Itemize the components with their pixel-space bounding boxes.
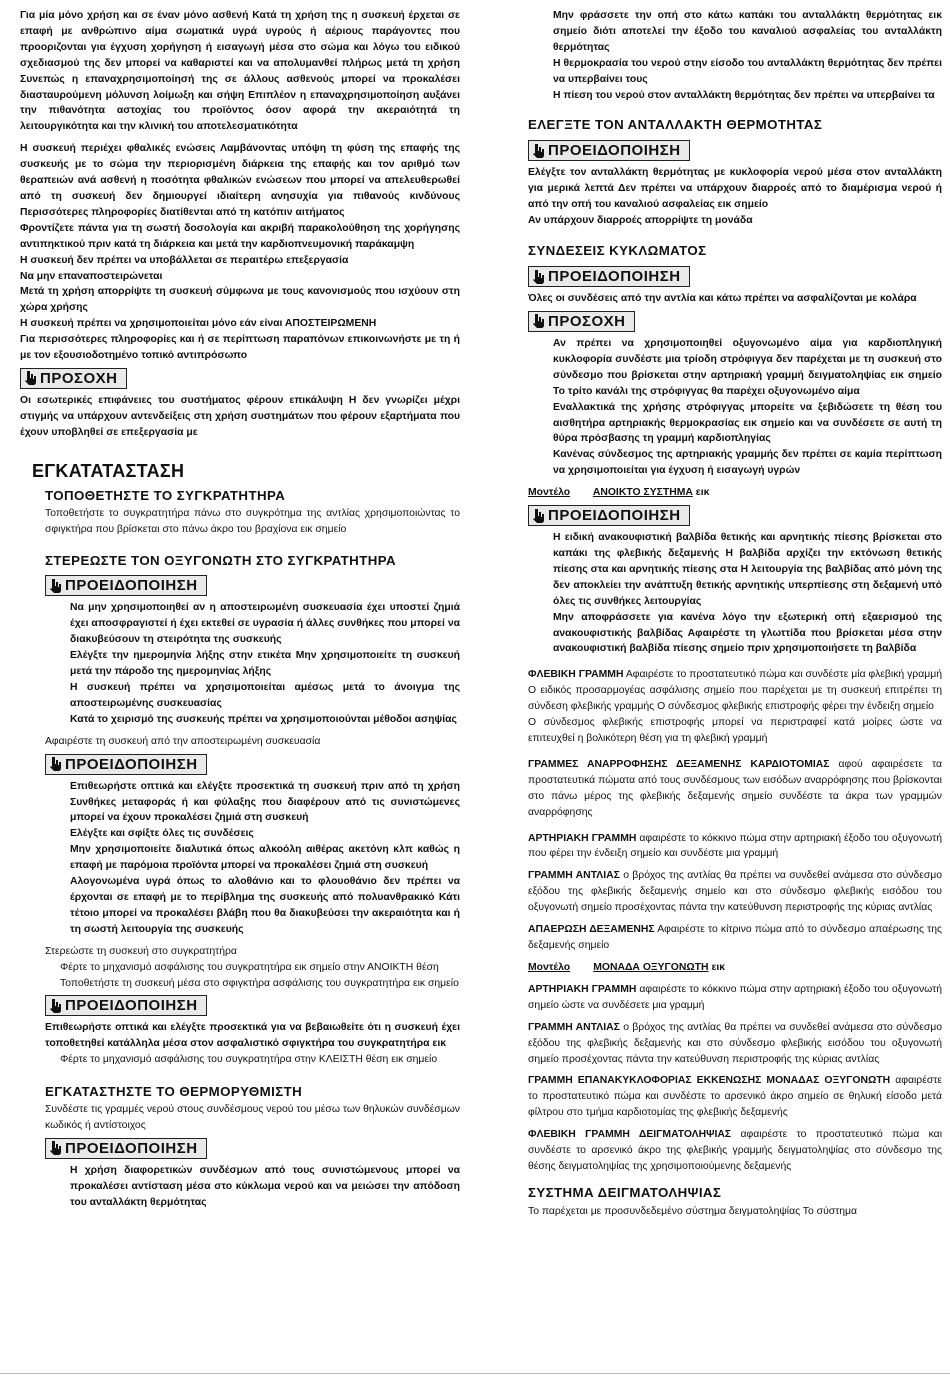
right-column bbox=[528, 8, 942, 1220]
connections-warning: Όλες οι συνδέσεις από την αντλία και κάτω πρέπει να ασφαλίζονται με κολάρα bbox=[528, 293, 917, 305]
warning-badge bbox=[45, 995, 207, 1016]
section-text-thermoregulator: Συνδέστε τις γραμμές νερού στους συνδέσμους νερού του μέσω των θηλυκών συνδέσμων κωδικός ή αντίστοιχος bbox=[45, 1104, 460, 1132]
line-instruction: ΑΡΤΗΡΙΑΚΗ ΓΡΑΜΜΗ αφαιρέστε το κόκκινο πώμα στην αρτηριακή έξοδο του οξυγονωτή που φέρει την ένδειξη σημείο και συνδέστε μια γραμμή bbox=[528, 832, 942, 860]
hand-pointer-icon bbox=[49, 757, 61, 771]
model-suffix: εικ bbox=[695, 487, 710, 499]
line-instruction: ΓΡΑΜΜΕΣ ΑΝΑΡΡΟΦΗΣΗΣ ΔΕΞΑΜΕΝΗΣ ΚΑΡΔΙΟΤΟΜΙΑΣ αφού αφαιρέσετε τα προστατευτικά πώματα από τους συνδέσμους των εισόδων αναρρόφησης που βρίσκονται στο πάνω μέρος της φλεβικής δεξαμενής σημείο συνδέστε τα άκρα των γραμμών αναρρόφησης bbox=[528, 758, 942, 818]
warning-badge bbox=[45, 575, 207, 596]
intro-paragraph: Η συσκευή δεν πρέπει να υποβάλλεται σε περαιτέρω επεξεργασία bbox=[20, 254, 349, 266]
caution-item: Εναλλακτικά της χρήσης στρόφιγγας μπορείτε να ξεβιδώσετε τη θέση του αισθητήρα αρτηριακής θερμοκρασίας εικ σημείο και να συνδέσετε σε αυτή τη θύρα πρόσβασης τη γραμμή καρδιοπληγίας bbox=[553, 401, 942, 445]
intro-paragraph: Να μην επαναποστειρώνεται bbox=[20, 270, 163, 282]
caution-item: Αν πρέπει να χρησιμοποιηθεί οξυγονωμένο αίμα για καρδιοπληγική κυκλοφορία συνδέστε μια τρίοδη στρόφιγγα δεν παρέχεται με τη συσκευή στο σύνδεσμο που βρίσκεται στην αρτηριακή γραμμή δειγματοληψίας εικ σημείο Το τρίτο κανάλι της στρόφιγγας θα παρέχει οξυγονωμένο αίμα bbox=[553, 337, 942, 397]
section-title-connections: ΣΥΝΔΕΣΕΙΣ ΚΥΚΛΩΜΑΤΟΣ bbox=[528, 243, 707, 259]
sampling-text: Το παρέχεται με προσυνδεδεμένο σύστημα δειγματοληψίας Το σύστημα bbox=[528, 1205, 858, 1217]
intro-paragraph: Για περισσότερες πληροφορίες και ή σε περίπτωση παραπόνων επικοινωνήστε με τη ή με τον εξουσιοδοτημένο τοπικό αντιπρόσωπο bbox=[20, 334, 460, 362]
warning-label: ΠΡΟΕΙΔΟΠΟΙΗΣΗ bbox=[65, 755, 198, 773]
warning-item: Επιθεωρήστε οπτικά και ελέγξτε προσεκτικά τη συσκευή πριν από τη χρήση Συνθήκες μεταφοράς ή και φύλαξης που διαφέρουν από τις συνιστώμενες μπορεί να έχουν προκαλέσει ζημιά στη συσκευή bbox=[70, 780, 460, 824]
caution-label: ΠΡΟΣΟΧΗ bbox=[40, 369, 118, 387]
section-title-check: ΕΛΕΓΞΤΕ ΤΟΝ ΑΝΤΑΛΛΑΚΤΗ ΘΕΡΜΟΤΗΤΑΣ bbox=[528, 117, 823, 133]
intro-paragraph: Η συσκευή πρέπει να χρησιμοποιείται μόνο εάν είναι ΑΠΟΣΤΕΙΡΩΜΕΝΗ bbox=[20, 318, 377, 330]
intro-paragraph: Μετά τη χρήση απορρίψτε τη συσκευή σύμφωνα με τους κανονισμούς που ισχύουν στη χώρα χρήσης bbox=[20, 286, 460, 314]
section-title-oxygenator: ΣΤΕΡΕΩΣΤΕ ΤΟΝ ΟΞΥΓΟΝΩΤΗ ΣΤΟ ΣΥΓΚΡΑΤΗΤΗΡΑ bbox=[45, 553, 396, 569]
warning-label: ΠΡΟΕΙΔΟΠΟΙΗΣΗ bbox=[548, 268, 681, 286]
caution-badge bbox=[20, 368, 127, 389]
model-suffix: εικ bbox=[711, 961, 726, 973]
warning-badge bbox=[45, 754, 207, 775]
secure-item: Φέρτε το μηχανισμό ασφάλισης του συγκρατητήρα εικ σημείο στην ΑΝΟΙΚΤΗ θέση bbox=[60, 961, 439, 973]
line-instruction: ΑΠΑΕΡΩΣΗ ΔΕΞΑΜΕΝΗΣ Αφαιρέστε το κίτρινο πώμα από το σύνδεσμο απαέρωσης της δεξαμενής σημείο bbox=[528, 924, 942, 951]
warning-item: Η ειδική ανακουφιστική βαλβίδα θετικής και αρνητικής πίεσης βρίσκεται στο καπάκι της φλεβικής δεξαμενής Η βαλβίδα αρχίζει την εκτόνωση θετικής πίεσης στα και αρνητικής πίεσης στα Η λειτουργία της βαλβίδας από μόνη της δεν αποκλείει την ανάπτυξη θετικής αρνητικής υπερπίεσης στη δεξαμενή υπό όλες τις συνθήκες λειτουργίας bbox=[553, 532, 942, 607]
remove-text: Αφαιρέστε τη συσκευή από την αποστειρωμένη συσκευασία bbox=[45, 735, 321, 747]
check-text: Ελέγξτε τον ανταλλάκτη θερμότητας με κυκλοφορία νερού μέσα στον ανταλλάκτη για μερικά λεπτά Δεν πρέπει να υπάρχουν διαρροές από το διαμέρισμα νερού ή από την οπή του καναλιού ασφαλείας εικ σημείο bbox=[528, 167, 942, 211]
warning-badge bbox=[528, 140, 690, 161]
section-text-holder: Τοποθετήστε το συγκρατητήρα πάνω στο συγκρότημα της αντλίας χρησιμοποιώντας το σφιγκτήρα που βρίσκεται στο πάνω άκρο του βραχίονα εικ σημείο bbox=[45, 507, 460, 535]
model-heading-oxygenator-unit bbox=[528, 960, 942, 976]
hand-pointer-icon bbox=[49, 1141, 61, 1155]
intro-paragraph: Η συσκευή περιέχει φθαλικές ενώσεις Λαμβάνοντας υπόψη τη φύση της επαφής της συσκευής με το σώμα την περιορισμένη διάρκεια της επαφής και τον αριθμό των θεραπειών ανά ασθενή η ποσότητα φθαλικών ενώσεων που μπορεί να απελευθερωθεί από τη συσκευή δεν δημιουργεί ιδιαίτερη ανησυχία για πιθανούς κινδύνους Περισσότερες πληροφορίες διατίθενται από τη κατόπιν αιτήματος bbox=[20, 143, 460, 218]
thermo-item: Η θερμοκρασία του νερού στην είσοδο του ανταλλάκτη θερμότητας δεν πρέπει να υπερβαίνει τους bbox=[553, 57, 942, 85]
line-instruction: ΓΡΑΜΜΗ ΕΠΑΝΑΚΥΚΛΟΦΟΡΙΑΣ ΕΚΚΕΝΩΣΗΣ ΜΟΝΑΔΑΣ ΟΞΥΓΟΝΩΤΗ αφαιρέστε το προστατευτικό πώμα και συνδέστε το αρσενικό άκρο σημείο σε θηλυκή είσοδο μετά φίλτρου στο τμήμα καρδιοτομίας της φλεβικής δεξαμενής bbox=[528, 1075, 942, 1119]
warning-item: Μην χρησιμοποιείτε διαλυτικά όπως αλκοόλη αιθέρας ακετόνη κλπ καθώς η επαφή με παρόμοια προϊόντα μπορεί να προκαλέσει ζημιά στη συσκευή bbox=[70, 844, 460, 872]
hand-pointer-icon bbox=[532, 144, 544, 158]
hand-pointer-icon bbox=[49, 999, 61, 1013]
warning-item: Κατά το χειρισμό της συσκευής πρέπει να χρησιμοποιούνται μέθοδοι ασηψίας bbox=[70, 713, 457, 725]
hand-pointer-icon bbox=[532, 314, 544, 328]
caution-text: Οι εσωτερικές επιφάνειες του συστήματος φέρουν επικάλυψη Η δεν γνωρίζει μέχρι στιγμής να υπάρχουν αντενδείξεις στη χρήση συστημάτων που φέρουν εξαρτήματα που έχουν υποβληθεί σε επεξεργασία με bbox=[20, 394, 460, 438]
secure-item: Τοποθετήστε τη συσκευή μέσα στο σφιγκτήρα ασφάλισης του συγκρατητήρα εικ σημείο bbox=[60, 977, 459, 989]
intro-paragraph: Φροντίζετε πάντα για τη σωστή δοσολογία και ακριβή παρακολούθηση της χορήγησης αντιπηκτικού πριν κατά τη διάρκεια και μετά την καρδιοπνευμονική παράκαμψη bbox=[20, 222, 460, 250]
warning-item: Αλογονωμένα υγρά όπως το αλοθάνιο και το φλουοθάνιο δεν πρέπει να έρχονται σε επαφή με το περίβλημα της συσκευής από πολυανθρακικό Κάτι τέτοιο μπορεί να προκαλέσει βλάβη που θα διακυβεύσει την ακεραιότητα και ή τη σωστή λειτουργία της συσκευής bbox=[70, 876, 460, 935]
installation-title: ΕΓΚΑΤΑΤΑΣΤΑΣΗ bbox=[32, 460, 185, 481]
warning-badge bbox=[528, 505, 690, 526]
hand-pointer-icon bbox=[24, 371, 36, 385]
warning-item: Να μην χρησιμοποιηθεί αν η αποστειρωμένη συσκευασία έχει υποστεί ζημιά έχει αποσφραγιστεί ή έχει εκτεθεί σε υγρασία ή άλλες συνθήκες που μπορεί να διακυβεύσουν τη στειρότητα της συσκευής bbox=[70, 602, 460, 646]
hand-pointer-icon bbox=[49, 579, 61, 593]
close-text: Φέρτε το μηχανισμό ασφάλισης του συγκρατητήρα στην ΚΛΕΙΣΤΗ θέση εικ σημείο bbox=[60, 1054, 438, 1066]
model-prefix: Μοντέλο bbox=[528, 961, 571, 973]
warning-text: Επιθεωρήστε οπτικά και ελέγξτε προσεκτικά για να βεβαιωθείτε ότι η συσκευή έχει τοποθετηθεί κατάλληλα μέσα στον ασφαλιστικό σφιγκτήρα του συγκρατητήρα εικ bbox=[45, 1022, 460, 1050]
line-instruction: ΦΛΕΒΙΚΗ ΓΡΑΜΜΗ ΔΕΙΓΜΑΤΟΛΗΨΙΑΣ αφαιρέστε το προστατευτικό πώμα και συνδέστε το αρσενικό άκρο της φλεβικής γραμμής δειγματοληψίας στο σύνδεσμο της θέσης δειγματοληψίας της χρησιμοποιούμενης δεξαμενής bbox=[528, 1129, 943, 1172]
warning-label: ΠΡΟΕΙΔΟΠΟΙΗΣΗ bbox=[548, 507, 681, 525]
caution-badge bbox=[528, 311, 635, 332]
warning-item: Ελέγξτε την ημερομηνία λήξης στην ετικέτα Μην χρησιμοποιείτε τη συσκευή μετά την πάροδο της ημερομηνίας λήξης bbox=[70, 650, 460, 678]
hand-pointer-icon bbox=[532, 270, 544, 284]
warning-label: ΠΡΟΕΙΔΟΠΟΙΗΣΗ bbox=[548, 142, 681, 160]
check-text: Αν υπάρχουν διαρροές απορρίψτε τη μονάδα bbox=[528, 215, 753, 227]
warning-label: ΠΡΟΕΙΔΟΠΟΙΗΣΗ bbox=[65, 1139, 198, 1157]
warning-label: ΠΡΟΕΙΔΟΠΟΙΗΣΗ bbox=[65, 997, 198, 1015]
model-name: ΜΟΝΑΔΑ ΟΞΥΓΟΝΩΤΗ bbox=[593, 961, 709, 973]
warning-item: Η συσκευή πρέπει να χρησιμοποιείται αμέσως μετά το άνοιγμα της αποστειρωμένης συσκευασίας bbox=[70, 682, 460, 709]
caution-label: ΠΡΟΣΟΧΗ bbox=[548, 312, 626, 330]
warning-badge bbox=[45, 1138, 207, 1159]
section-title-sampling: ΣΥΣΤΗΜΑ ΔΕΙΓΜΑΤΟΛΗΨΙΑΣ bbox=[528, 1184, 722, 1200]
warning-label: ΠΡΟΕΙΔΟΠΟΙΗΣΗ bbox=[65, 577, 198, 595]
intro-paragraph: Για μία μόνο χρήση και σε έναν μόνο ασθενή Κατά τη χρήση της η συσκευή έρχεται σε επαφή με ανθρώπινο αίμα σωματικά υγρά υγρούς ή αέριους παράγοντες που προοριζονται για έγχυση χορήγηση ή εισαγωγή μέσα στο σώμα και λόγω του ειδικού σχεδιασμού της δεν μπορεί να καθαριστεί και να απολυμανθεί πλήρως μετά τη χρήση Συνεπώς η επαναχρησιμοποίησή της σε άλλους ασθενούς μπορεί να προκαλέσει διασταυρούμενη μόλυνση λοίμωξη και σήψη Επιπλέον η επαναχρησιμοποίηση αυξάνει την πιθανότητα αστοχίας του προϊόντος όσον αφορά την ακεραιότητά τη λειτουργικότητα και την κλινική του αποτελεσματικότητα bbox=[20, 10, 460, 133]
line-instruction: Ο σύνδεσμος φλεβικής επιστροφής μπορεί να περιστραφεί κατά μοίρες ώστε να επιτευχθεί η βολικότερη θέση για τη φλεβική γραμμή bbox=[528, 717, 942, 744]
line-instruction: ΦΛΕΒΙΚΗ ΓΡΑΜΜΗ Αφαιρέστε το προστατευτικό πώμα και συνδέστε μία φλεβική γραμμή Ο ειδικός προσαρμογέας ασφάλισης σημείο που παρέχεται με τη συσκευή επιτρέπει τη σύνδεση φλεβικής γραμμής Ο σύνδεσμος φλεβικής επιστροφής φέρει την ένδειξη σημείο bbox=[528, 669, 942, 713]
warning-item: Μην αποφράσσετε για κανένα λόγο την εξωτερική οπή εξαερισμού της ανακουφιστικής βαλβίδας Αφαιρέστε τη γλωττίδα που βρίσκεται μέσα στην ανακουφιστική βαλβίδα πίεσης σημείο πριν χρησιμοποιήσετε τη βαλβίδα bbox=[553, 611, 942, 655]
thermo-item: Η πίεση του νερού στον ανταλλάκτη θερμότητας δεν πρέπει να υπερβαίνει τα bbox=[553, 89, 935, 101]
model-name: ΑΝΟΙΚΤΟ ΣΥΣΤΗΜΑ bbox=[592, 487, 693, 499]
line-instruction: ΑΡΤΗΡΙΑΚΗ ΓΡΑΜΜΗ αφαιρέστε το κόκκινο πώμα στην αρτηριακή έξοδο του οξυγονωτή σημείο ώστε να συνδέσετε μια γραμμή bbox=[528, 983, 942, 1011]
caution-item: Κανένας σύνδεσμος της αρτηριακής γραμμής δεν πρέπει σε καμία περίπτωση να χρησιμοποιείται για έγχυση ή εισαγωγή υγρών bbox=[553, 449, 942, 477]
thermo-item: Μην φράσσετε την οπή στο κάτω καπάκι του ανταλλάκτη θερμότητας εικ σημείο διότι αποτελεί την έξοδο του καναλιού ασφαλείας του ανταλλάκτη θερμότητας bbox=[553, 10, 942, 53]
warning-badge bbox=[528, 266, 690, 287]
model-heading-open-system bbox=[528, 485, 942, 501]
section-title-holder: ΤΟΠΟΘΕΤΗΣΤΕ ΤΟ ΣΥΓΚΡΑΤΗΤΗΡΑ bbox=[45, 487, 286, 503]
hand-pointer-icon bbox=[532, 509, 544, 523]
left-column bbox=[20, 8, 460, 1211]
warning-item: Ελέγξτε και σφίξτε όλες τις συνδέσεις bbox=[70, 828, 254, 840]
page-bottom-rule bbox=[0, 1373, 950, 1374]
section-title-thermoregulator: ΕΓΚΑΤΑΣΤΗΣΤΕ ΤΟ ΘΕΡΜΟΡΥΘΜΙΣΤΗ bbox=[45, 1084, 303, 1100]
secure-intro: Στερεώστε τη συσκευή στο συγκρατητήρα bbox=[45, 945, 237, 957]
model-prefix: Μοντέλο bbox=[528, 487, 571, 499]
line-instruction: ΓΡΑΜΜΗ ΑΝΤΛΙΑΣ ο βρόχος της αντλίας θα πρέπει να συνδεθεί ανάμεσα στο σύνδεσμο εξόδου της φλεβικής δεξαμενής και στο σύνδεσμο φλεβικής εισόδου του οξυγονωτή σημείο προσέχοντας πάντα την κατεύθυνση περιστροφής της κύριας αντλίας bbox=[528, 1021, 943, 1065]
warning-text: Η χρήση διαφορετικών συνδέσμων από τους συνιστώμενους μπορεί να προκαλέσει αντίσταση μέσα στο κύκλωμα νερού και να μειώσει την απόδοση του ανταλλάκτη θερμότητας bbox=[70, 1164, 460, 1208]
line-instruction: ΓΡΑΜΜΗ ΑΝΤΛΙΑΣ ο βρόχος της αντλίας θα πρέπει να συνδεθεί ανάμεσα στο σύνδεσμο εξόδου της φλεβικής δεξαμενής σημείο και στο σύνδεσμο φλεβικής εισόδου του οξυγονωτή σημείο προσέχοντας πάντα την κατεύθυνση περιστροφής της κύριας αντλίας bbox=[528, 870, 943, 914]
